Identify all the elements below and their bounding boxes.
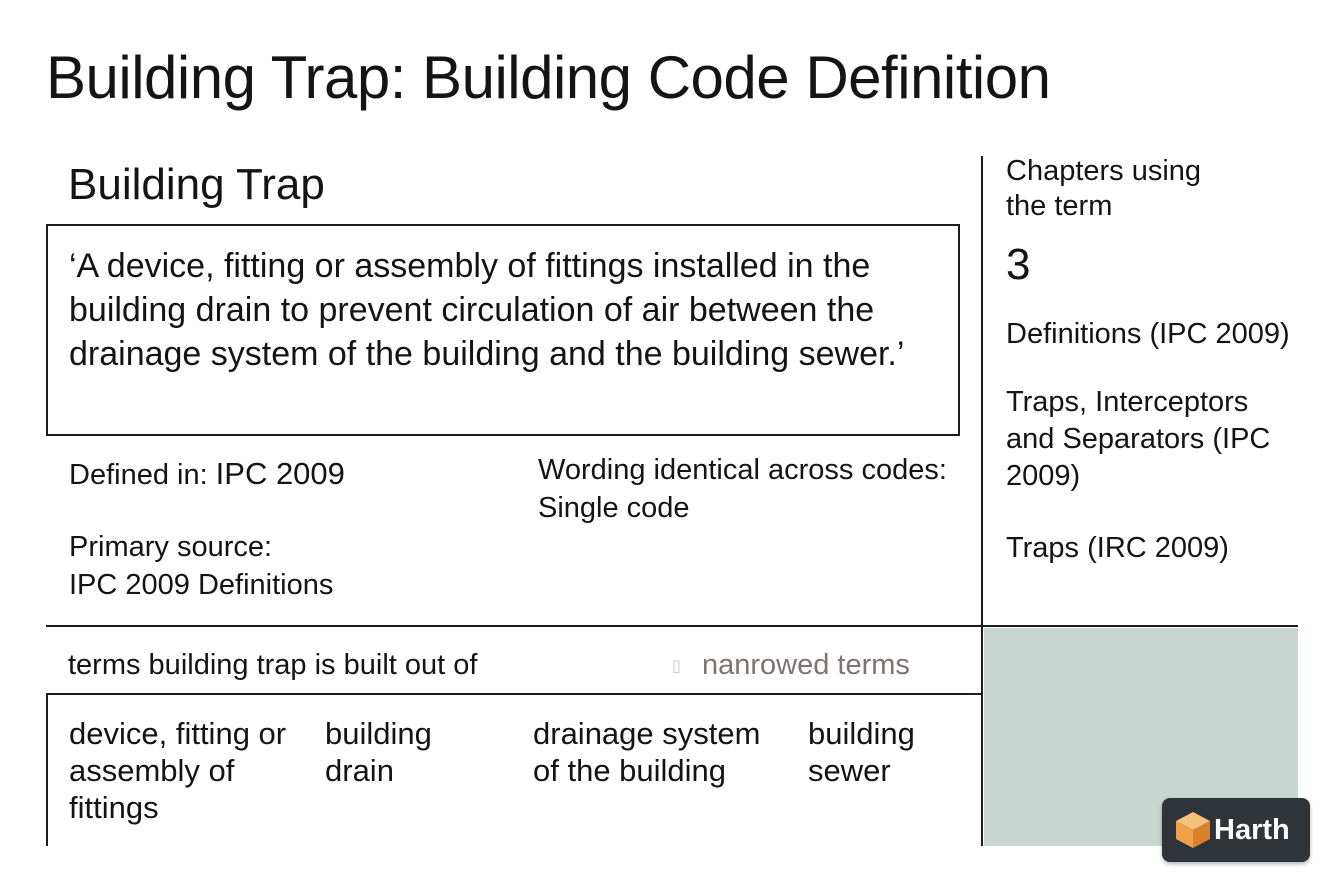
chapter-link-traps-irc[interactable]: Traps (IRC 2009) (1006, 532, 1229, 564)
wording-value: Single code (538, 492, 690, 524)
term-item[interactable]: building sewer (808, 716, 915, 788)
chapter-link-traps-interceptors[interactable]: Traps, Interceptors and Separators (IPC 2009) (1006, 386, 1271, 492)
chapter-link-definitions[interactable]: Definitions (IPC 2009) (1006, 318, 1290, 350)
wording-identical (538, 451, 947, 527)
defined-in-label: Defined in: (69, 459, 208, 491)
horizontal-divider (46, 625, 1298, 627)
term-item[interactable]: building drain (325, 716, 432, 788)
term-item[interactable]: drainage system of the building (533, 716, 761, 788)
logo-text: Harth (1214, 814, 1290, 846)
primary-source-value[interactable]: IPC 2009 Definitions (69, 569, 334, 601)
term-heading: Building Trap (68, 160, 325, 209)
cube-icon (1174, 810, 1212, 850)
defined-in-value[interactable]: IPC 2009 (215, 456, 345, 491)
defined-in (69, 455, 345, 494)
narrowed-terms-tab[interactable]: nanrowed terms (702, 649, 910, 681)
term-item[interactable]: device, fitting or assembly of fittings (69, 716, 287, 825)
page-title: Building Trap: Building Code Definition (46, 44, 1051, 111)
brand-logo (1162, 798, 1310, 862)
definition-text: ‘A device, fitting or assembly of fittings installed in the building drain to prevent circulation of air between the drainage system of the building and the building sewer.’ (69, 247, 905, 373)
chapters-count: 3 (1006, 240, 1031, 289)
primary-source-label: Primary source: (69, 531, 273, 563)
built-from-label: terms building trap is built out of (68, 649, 478, 681)
primary-source (69, 528, 333, 604)
chapters-title: Chapters using the term (1006, 155, 1202, 222)
narrowed-marker-icon: ▯ (672, 658, 681, 675)
wording-label: Wording identical across codes: (538, 454, 947, 486)
